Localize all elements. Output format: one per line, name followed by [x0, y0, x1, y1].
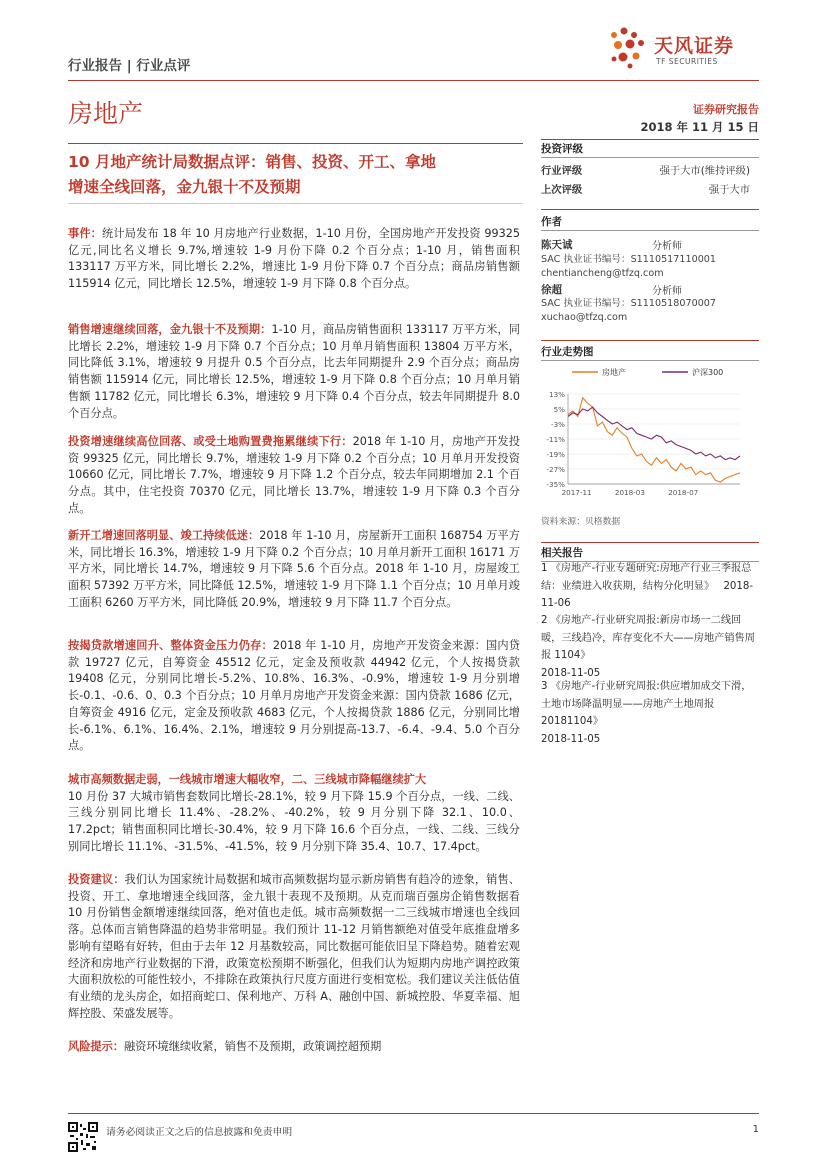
legend-label: 房地产 — [602, 368, 626, 377]
paragraph-text: 2018 年 1-10 月，房地产开发资金来源：国内贷款 19727 亿元，自筹资金 45512 亿元，定金及预收款 44942 亿元，个人按揭贷款 19408 亿元，分别同比增长-5.2%、10.8%、16.3%、-0.9%，增速较 1-9 月分别增长-0.1、-0.6、0、0.3 个百分点；10 月单月房地产开发资金来源：国内贷款 1686 亿元，自筹资金 4916 亿元，定金及预收款 4683 亿元，个人按揭贷款 1886 亿元，分别同比增长-6.1%、6.1%、16.4%、2.1%，增速较 9 月分别提高-13.7、-6.4、-9.4、5.0 个百分点。 — [68, 639, 520, 753]
y-tick-label: -19% — [546, 450, 565, 459]
previous-rating-label: 上次评级 — [541, 184, 583, 196]
paragraph-lead: 新开工增速回落明显、竣工持续低迷： — [68, 529, 260, 542]
company-logo — [608, 25, 768, 75]
y-tick-label: -27% — [546, 465, 565, 474]
chart-source: 资料来源：贝格数据 — [541, 517, 621, 527]
report-type: 证券研究报告 — [693, 103, 759, 116]
paragraph-event — [68, 226, 520, 293]
y-tick-label: 5% — [553, 405, 565, 414]
paragraph-construction — [68, 528, 520, 612]
paragraph-city-data — [68, 772, 520, 856]
chart-rule — [541, 340, 759, 341]
paragraph-lead: 事件： — [68, 227, 103, 240]
author-role: 分析师 — [652, 241, 682, 252]
paragraph-lead: 投资建议： — [68, 873, 125, 886]
industry-rating-label: 行业评级 — [541, 165, 583, 177]
report-category: 行业报告 | 行业点评 — [68, 58, 191, 74]
series-line — [568, 398, 740, 482]
paragraph-lead: 城市高频数据走弱，一线城市增速大幅收窄，二、三线城市降幅继续扩大 — [68, 773, 427, 786]
series-line — [568, 407, 740, 460]
paragraph-text: 1-10 月，商品房销售面积 133117 万平方米，同比增长 2.2%，增速较 1-9 月下降 0.7 个百分点；10 月单月销售面积 13804 万平方米，同比降低 3.1%，增速较 9 月提升 0.5 个百分点，比去年同期提升 2.9 个百分点；商品房销售额 115914 亿元，同比增长 12.5%，增速较 1-9 月下降 0.8 个百分点；10 月单月销售额 11782 亿元，同比增长 6.3%，增速较 9 月下降 0.4 个百分点，较去年同期提升 8.0 个百分点。 — [68, 323, 520, 420]
author-role: 分析师 — [652, 286, 682, 297]
logo-dots-icon — [608, 27, 650, 69]
related-report-item[interactable] — [541, 612, 757, 682]
paragraph-text: 10 月份 37 大城市销售套数同比增长-28.1%，较 9 月下降 15.9 个百分点，一线、二线、三线分别同比增长 11.4%、-28.2%、-40.2%，较 9 月分别下降 32.1、10.0、17.2pct；销售面积同比增长-30.4%，较 9 月下降 16.6 个百分点，一线、二线、三线分别同比增长 11.1%、-31.5%、-41.5%，较 9 月分别下降 35.4、10.7、17.4pct。 — [68, 789, 520, 853]
paragraph-risk — [68, 1039, 520, 1056]
previous-rating-value: 强于大市 — [708, 184, 750, 196]
paragraph-text: 统计局发布 18 年 10 月房地产行业数据，1-10 月份，全国房地产开发投资 99325 亿元,同比名义增长 9.7%,增速较 1-9 月份下降 0.2 个百分点；1-10 月，销售面积 133117 万平方米，同比增长 2.2%，增速比 1-9 月份下降 0.7 个百分点；商品房销售额 115914 亿元，同比增长 12.5%，增速较 1-9 月下降 0.8 个百分点。 — [68, 227, 520, 291]
page-number: 1 — [752, 1124, 759, 1135]
authors-head: 作者 — [541, 216, 562, 228]
rating-head: 投资评级 — [541, 143, 583, 155]
related-report-item[interactable] — [541, 560, 757, 613]
rating-rule — [541, 139, 759, 140]
report-title-line2: 增速全线回落，金九银十不及预期 — [68, 178, 301, 196]
y-tick-label: -11% — [546, 435, 565, 444]
related-report-date: 2018-11-06 — [541, 580, 754, 609]
authors-rule-2 — [541, 230, 759, 231]
related-report-date: 2018-11-05 — [541, 733, 601, 745]
title-rule-bottom — [68, 203, 523, 204]
industry-rating-value: 强于大市(维持评级) — [659, 165, 750, 177]
qr-code-icon — [68, 1122, 98, 1152]
paragraph-text: 2018 年 1-10 月，房屋新开工面积 168754 万平方米，同比增长 16.3%，增速较 1-9 月下降 0.2 个百分点；10 月单月新开工面积 16171 万平方米，同比增长 14.7%，增速较 9 月下降 5.6 个百分点。2018 年 1-10 月，房屋竣工面积 57392 万平方米，同比降低 12.5%，增速较 1-9 月下降 1.1 个百分点；10 月单月竣工面积 6260 万平方米，同比降低 20.9%，增速较 9 月下降 11.7 个百分点。 — [68, 529, 520, 609]
report-title-line1: 10 月地产统计局数据点评：销售、投资、开工、拿地 — [68, 153, 436, 171]
author-sac: SAC 执业证书编号：S1110518070007 — [541, 298, 717, 309]
legend-label: 沪深300 — [692, 368, 724, 377]
authors-rule — [541, 209, 759, 210]
related-rule — [541, 542, 759, 543]
y-tick-label: 13% — [549, 390, 565, 399]
paragraph-lead: 按揭贷款增速回升、整体资金压力仍存： — [68, 639, 273, 652]
chart-rule-2 — [541, 360, 759, 361]
related-report-title[interactable]: 2 《房地产-行业研究周报:新房市场一二线回暖，三线趋冷，库存变化不大——房地产销售周报 1104》 — [541, 615, 755, 661]
related-report-item[interactable] — [541, 678, 757, 748]
y-tick-label: -35% — [546, 480, 565, 489]
sector-title: 房地产 — [68, 99, 144, 128]
x-tick-label: 2017-11 — [561, 488, 592, 497]
paragraph-lead: 投资增速继续高位回落、或受土地购置费拖累继续下行： — [68, 435, 353, 448]
paragraph-lead: 销售增速继续回落，金九银十不及预期： — [68, 323, 272, 336]
paragraph-lead: 风险提示： — [68, 1040, 124, 1053]
paragraph-text: 我们认为国家统计局数据和城市高频数据均显示新房销售有趋冷的迹象，销售、投资、开工、拿地增速全线回落，金九银十表现不及预期。从克而瑞百强房企销售数据看 10 月份销售金额增速继续回落，绝对值也走低。城市高频数据一二三线城市增速也全线回落。总体而言销售降温的趋势非常明显。我们预计 11-12 月销售额绝对值受年底推盘增多影响有望略有好转，但由于去年 12 月基数较高，同比数据可能依旧呈下降趋势。随着宏观经济和房地产行业数据的下滑，政策宽松预期不断强化，但我们认为短期内房地产调控政策大面积放松的可能性较小，不排除在政策执行尺度方面进行变相宽松。我们建议关注低估值有业绩的龙头房企，如招商蛇口、保利地产、万科 A、融创中国、新城控股、华夏幸福、旭辉控股、荣盛发展等。 — [68, 873, 520, 1020]
header-rule — [68, 80, 759, 81]
author-email[interactable]: chentiancheng@tfzq.com — [541, 268, 664, 279]
chart-head: 行业走势图 — [541, 346, 594, 358]
related-report-title[interactable]: 1 《房地产-行业专题研究:房地产行业三季报总结：业绩进入收获期，结构分化明显》 — [541, 563, 752, 592]
logo-name: 天风证券 — [654, 35, 735, 57]
trend-chart — [540, 362, 760, 502]
x-tick-label: 2018-03 — [614, 488, 645, 497]
related-report-date: 2018-11-05 — [541, 667, 601, 679]
author-email[interactable]: xuchao@tfzq.com — [541, 312, 628, 323]
rating-rule-2 — [541, 157, 759, 158]
related-head: 相关报告 — [541, 547, 583, 559]
logo-en: TF SECURITIES — [656, 57, 718, 66]
y-tick-label: -3% — [551, 420, 565, 429]
report-date: 2018 年 11 月 15 日 — [640, 120, 759, 134]
author-name: 徐超 — [541, 284, 562, 296]
paragraph-advice — [68, 872, 520, 1022]
footer-disclaimer: 请务必阅读正文之后的信息披露和免责申明 — [106, 1127, 293, 1138]
paragraph-text: 2018 年 1-10 月，房地产开发投资 99325 亿元，同比增长 9.7%，增速较 1-9 月下降 0.2 个百分点；10 月单月开发投资 10660 亿元，同比增长 7.7%，增速较 9 月下降 1.2 个百分点，较去年同期增加 2.1 个百分点。其中，住宅投资 70370 亿元，同比增长 13.7%，增速较 1-9 月下降 0.3 个百分点。 — [68, 435, 520, 515]
x-tick-label: 2018-07 — [668, 488, 699, 497]
author-name: 陈天诚 — [541, 239, 573, 251]
paragraph-investment — [68, 434, 520, 518]
footer-rule — [68, 1113, 759, 1114]
paragraph-sales — [68, 322, 520, 422]
author-sac: SAC 执业证书编号：S1110517110001 — [541, 254, 717, 265]
title-rule — [68, 143, 523, 144]
related-report-title[interactable]: 3 《房地产-行业研究周报:供应增加成交下滑，土地市场降温明显——房地产土地周报 20181104》 — [541, 681, 752, 727]
paragraph-text: 融资环境继续收紧，销售不及预期，政策调控超预期 — [123, 1040, 382, 1053]
paragraph-funding — [68, 638, 520, 755]
